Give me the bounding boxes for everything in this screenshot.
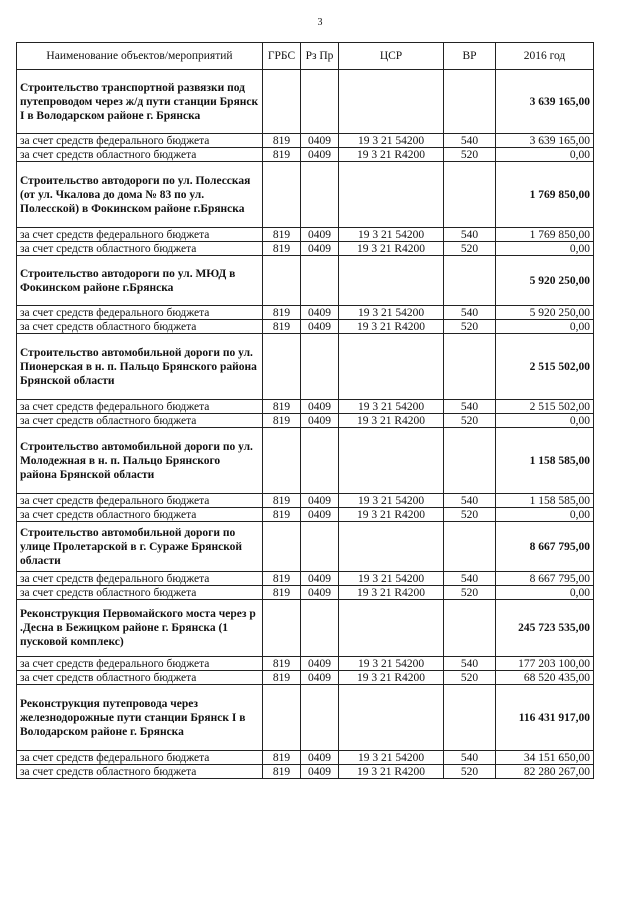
rzpr-cell: 0409 [301, 751, 339, 765]
vr-cell: 540 [444, 400, 496, 414]
project-grbs-empty [263, 428, 301, 494]
rzpr-cell: 0409 [301, 228, 339, 242]
project-grbs-empty [263, 522, 301, 572]
rzpr-cell: 0409 [301, 148, 339, 162]
table-row [17, 134, 594, 148]
funding-source: за счет средств областного бюджета [17, 242, 263, 256]
vr-cell: 520 [444, 671, 496, 685]
project-row [17, 334, 594, 400]
vr-cell: 520 [444, 586, 496, 600]
csr-cell: 19 3 21 R4200 [339, 586, 444, 600]
funding-source: за счет средств федерального бюджета [17, 400, 263, 414]
amount-cell: 0,00 [496, 508, 594, 522]
funding-source: за счет средств федерального бюджета [17, 228, 263, 242]
project-name: Строительство транспортной развязки под путепроводом через ж/д пути станции Брянск I в Володарском районе г. Брянска [17, 70, 263, 134]
vr-cell: 520 [444, 765, 496, 779]
amount-cell: 0,00 [496, 414, 594, 428]
rzpr-cell: 0409 [301, 657, 339, 671]
funding-source: за счет средств областного бюджета [17, 508, 263, 522]
table-row [17, 400, 594, 414]
table-row [17, 320, 594, 334]
table-row [17, 657, 594, 671]
vr-cell: 540 [444, 134, 496, 148]
project-csr-empty [339, 70, 444, 134]
amount-cell: 82 280 267,00 [496, 765, 594, 779]
grbs-cell: 819 [263, 765, 301, 779]
csr-cell: 19 3 21 R4200 [339, 414, 444, 428]
table-body [17, 70, 594, 779]
table-row [17, 494, 594, 508]
project-vr-empty [444, 522, 496, 572]
table-row [17, 508, 594, 522]
project-total: 1 158 585,00 [496, 428, 594, 494]
project-rzpr-empty [301, 334, 339, 400]
project-total: 245 723 535,00 [496, 600, 594, 657]
project-row [17, 600, 594, 657]
grbs-cell: 819 [263, 242, 301, 256]
amount-cell: 68 520 435,00 [496, 671, 594, 685]
project-grbs-empty [263, 256, 301, 306]
amount-cell: 0,00 [496, 320, 594, 334]
funding-source: за счет средств федерального бюджета [17, 134, 263, 148]
grbs-cell: 819 [263, 671, 301, 685]
project-csr-empty [339, 256, 444, 306]
project-row [17, 70, 594, 134]
project-grbs-empty [263, 600, 301, 657]
vr-cell: 540 [444, 494, 496, 508]
grbs-cell: 819 [263, 228, 301, 242]
header-year: 2016 год [496, 43, 594, 70]
project-total: 8 667 795,00 [496, 522, 594, 572]
table-row [17, 228, 594, 242]
funding-source: за счет средств областного бюджета [17, 414, 263, 428]
vr-cell: 520 [444, 148, 496, 162]
project-name: Строительство автодороги по ул. МЮД в Фокинском районе г.Брянска [17, 256, 263, 306]
funding-source: за счет средств федерального бюджета [17, 306, 263, 320]
rzpr-cell: 0409 [301, 134, 339, 148]
project-rzpr-empty [301, 428, 339, 494]
grbs-cell: 819 [263, 751, 301, 765]
funding-source: за счет средств областного бюджета [17, 320, 263, 334]
vr-cell: 540 [444, 572, 496, 586]
project-csr-empty [339, 428, 444, 494]
vr-cell: 520 [444, 242, 496, 256]
project-name: Строительство автомобильной дороги по ул. Молодежная в н. п. Пальцо Брянского района Брянской области [17, 428, 263, 494]
rzpr-cell: 0409 [301, 400, 339, 414]
grbs-cell: 819 [263, 148, 301, 162]
project-row [17, 522, 594, 572]
amount-cell: 8 667 795,00 [496, 572, 594, 586]
funding-source: за счет средств областного бюджета [17, 765, 263, 779]
project-row [17, 685, 594, 751]
csr-cell: 19 3 21 54200 [339, 400, 444, 414]
project-grbs-empty [263, 162, 301, 228]
rzpr-cell: 0409 [301, 306, 339, 320]
grbs-cell: 819 [263, 508, 301, 522]
project-name: Реконструкция путепровода через железнодорожные пути станции Брянск I в Володарском районе г. Брянска [17, 685, 263, 751]
table-row [17, 306, 594, 320]
funding-source: за счет средств федерального бюджета [17, 657, 263, 671]
header-grbs: ГРБС [263, 43, 301, 70]
header-rzpr: Рз Пр [301, 43, 339, 70]
amount-cell: 177 203 100,00 [496, 657, 594, 671]
project-name: Реконструкция Первомайского моста через р .Десна в Бежицком районе г. Брянска (1 пусковой комплекс) [17, 600, 263, 657]
project-row [17, 162, 594, 228]
funding-source: за счет средств федерального бюджета [17, 751, 263, 765]
funding-source: за счет средств федерального бюджета [17, 494, 263, 508]
project-grbs-empty [263, 685, 301, 751]
page-number: 3 [317, 17, 323, 28]
rzpr-cell: 0409 [301, 494, 339, 508]
amount-cell: 2 515 502,00 [496, 400, 594, 414]
funding-source: за счет средств федерального бюджета [17, 572, 263, 586]
rzpr-cell: 0409 [301, 508, 339, 522]
project-rzpr-empty [301, 600, 339, 657]
project-vr-empty [444, 162, 496, 228]
table-row [17, 671, 594, 685]
csr-cell: 19 3 21 54200 [339, 494, 444, 508]
project-row [17, 256, 594, 306]
grbs-cell: 819 [263, 400, 301, 414]
grbs-cell: 819 [263, 320, 301, 334]
csr-cell: 19 3 21 54200 [339, 134, 444, 148]
project-total: 2 515 502,00 [496, 334, 594, 400]
rzpr-cell: 0409 [301, 586, 339, 600]
grbs-cell: 819 [263, 306, 301, 320]
amount-cell: 0,00 [496, 586, 594, 600]
grbs-cell: 819 [263, 414, 301, 428]
csr-cell: 19 3 21 54200 [339, 572, 444, 586]
header-vr: ВР [444, 43, 496, 70]
header-csr: ЦСР [339, 43, 444, 70]
rzpr-cell: 0409 [301, 242, 339, 256]
vr-cell: 540 [444, 228, 496, 242]
grbs-cell: 819 [263, 494, 301, 508]
project-csr-empty [339, 162, 444, 228]
project-total: 116 431 917,00 [496, 685, 594, 751]
project-rzpr-empty [301, 256, 339, 306]
funding-source: за счет средств областного бюджета [17, 671, 263, 685]
csr-cell: 19 3 21 R4200 [339, 671, 444, 685]
project-csr-empty [339, 522, 444, 572]
project-rzpr-empty [301, 522, 339, 572]
project-vr-empty [444, 70, 496, 134]
csr-cell: 19 3 21 54200 [339, 306, 444, 320]
table-header-row [17, 43, 594, 70]
grbs-cell: 819 [263, 586, 301, 600]
csr-cell: 19 3 21 R4200 [339, 765, 444, 779]
csr-cell: 19 3 21 R4200 [339, 508, 444, 522]
project-csr-empty [339, 685, 444, 751]
project-vr-empty [444, 685, 496, 751]
amount-cell: 0,00 [496, 242, 594, 256]
csr-cell: 19 3 21 R4200 [339, 148, 444, 162]
project-vr-empty [444, 600, 496, 657]
project-vr-empty [444, 428, 496, 494]
rzpr-cell: 0409 [301, 414, 339, 428]
vr-cell: 520 [444, 320, 496, 334]
vr-cell: 540 [444, 306, 496, 320]
project-name: Строительство автодороги по ул. Полесская (от ул. Чкалова до дома № 83 по ул. Полесской) в Фокинском районе г.Брянска [17, 162, 263, 228]
header-name: Наименование объектов/мероприятий [17, 43, 263, 70]
project-name: Строительство автомобильной дороги по улице Пролетарской в г. Сураже Брянской области [17, 522, 263, 572]
table-row [17, 414, 594, 428]
amount-cell: 5 920 250,00 [496, 306, 594, 320]
table-row [17, 148, 594, 162]
project-vr-empty [444, 256, 496, 306]
amount-cell: 1 158 585,00 [496, 494, 594, 508]
amount-cell: 0,00 [496, 148, 594, 162]
project-vr-empty [444, 334, 496, 400]
project-name: Строительство автомобильной дороги по ул. Пионерская в н. п. Пальцо Брянского района Брянской области [17, 334, 263, 400]
project-grbs-empty [263, 70, 301, 134]
amount-cell: 3 639 165,00 [496, 134, 594, 148]
project-grbs-empty [263, 334, 301, 400]
rzpr-cell: 0409 [301, 320, 339, 334]
project-csr-empty [339, 334, 444, 400]
project-csr-empty [339, 600, 444, 657]
project-rzpr-empty [301, 162, 339, 228]
project-row [17, 428, 594, 494]
project-total: 5 920 250,00 [496, 256, 594, 306]
project-rzpr-empty [301, 70, 339, 134]
table-row [17, 572, 594, 586]
vr-cell: 540 [444, 751, 496, 765]
table-row [17, 586, 594, 600]
table-row [17, 765, 594, 779]
rzpr-cell: 0409 [301, 572, 339, 586]
project-total: 3 639 165,00 [496, 70, 594, 134]
grbs-cell: 819 [263, 657, 301, 671]
vr-cell: 520 [444, 414, 496, 428]
rzpr-cell: 0409 [301, 671, 339, 685]
funding-source: за счет средств областного бюджета [17, 586, 263, 600]
csr-cell: 19 3 21 54200 [339, 657, 444, 671]
csr-cell: 19 3 21 R4200 [339, 242, 444, 256]
budget-table [16, 42, 594, 779]
grbs-cell: 819 [263, 572, 301, 586]
project-total: 1 769 850,00 [496, 162, 594, 228]
project-rzpr-empty [301, 685, 339, 751]
csr-cell: 19 3 21 R4200 [339, 320, 444, 334]
table-row [17, 751, 594, 765]
vr-cell: 520 [444, 508, 496, 522]
csr-cell: 19 3 21 54200 [339, 751, 444, 765]
amount-cell: 1 769 850,00 [496, 228, 594, 242]
rzpr-cell: 0409 [301, 765, 339, 779]
table-row [17, 242, 594, 256]
funding-source: за счет средств областного бюджета [17, 148, 263, 162]
amount-cell: 34 151 650,00 [496, 751, 594, 765]
csr-cell: 19 3 21 54200 [339, 228, 444, 242]
vr-cell: 540 [444, 657, 496, 671]
grbs-cell: 819 [263, 134, 301, 148]
